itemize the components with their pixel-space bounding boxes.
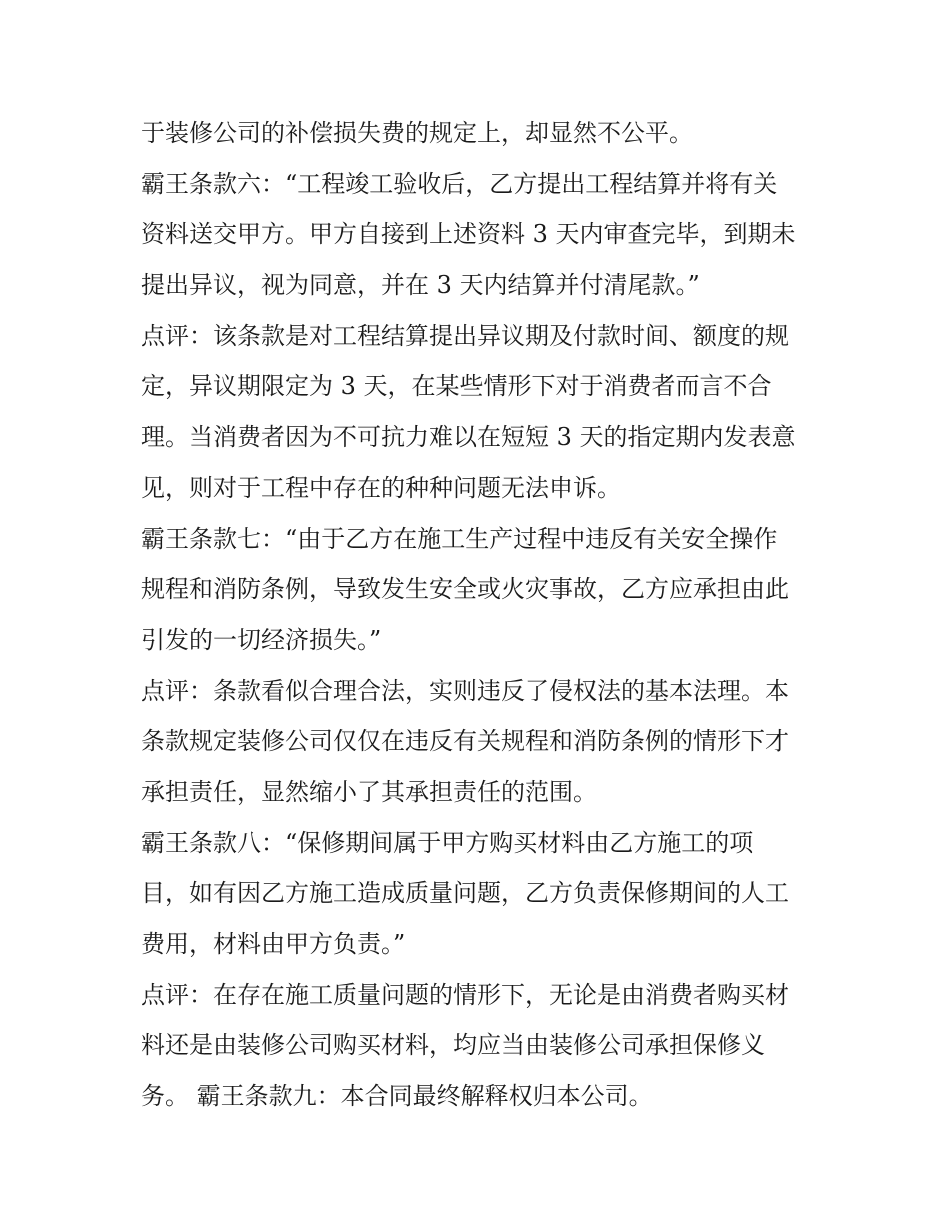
text-line: 理。当消费者因为不可抗力难以在短短 3 天的指定期内发表意 [141,423,796,452]
text-line: 承担责任，显然缩小了其承担责任的范围。 [141,777,597,806]
text-line: 定，异议期限定为 3 天，在某些情形下对于消费者而言不合 [141,372,772,401]
text-line: 条款规定装修公司仅仅在违反有关规程和消防条例的情形下才 [141,727,789,756]
text-line: 霸王条款八：“保修期间属于甲方购买材料由乙方施工的项 [141,828,754,857]
text-line: 务。 霸王条款九：本合同最终解释权归本公司。 [141,1082,653,1111]
document-body [141,108,821,1122]
text-line: 规程和消防条例，导致发生安全或火灾事故，乙方应承担由此 [141,575,789,604]
text-line: 料还是由装修公司购买材料，均应当由装修公司承担保修义 [141,1031,765,1060]
text-line: 点评：该条款是对工程结算提出异议期及付款时间、额度的规 [141,321,789,350]
text-line: 点评：条款看似合理合法，实则违反了侵权法的基本法理。本 [141,676,789,705]
text-line: 目，如有因乙方施工造成质量问题，乙方负责保修期间的人工 [141,879,789,908]
text-line: 于装修公司的补偿损失费的规定上，却显然不公平。 [141,119,693,147]
text-line: 引发的一切经济损失。” [141,625,382,654]
text-line: 霸王条款七：“由于乙方在施工生产过程中违反有关安全操作 [141,524,778,553]
text-line: 费用，材料由甲方负责。” [141,930,406,958]
text-line: 提出异议，视为同意，并在 3 天内结算并付清尾款。” [141,271,700,300]
text-line: 资料送交甲方。甲方自接到上述资料 3 天内审查完毕，到期未 [141,220,796,249]
text-line: 霸王条款六：“工程竣工验收后，乙方提出工程结算并将有关 [141,169,778,198]
text-line: 见，则对于工程中存在的种种问题无法申诉。 [141,473,621,502]
text-line: 点评：在存在施工质量问题的情形下，无论是由消费者购买材 [141,980,789,1009]
